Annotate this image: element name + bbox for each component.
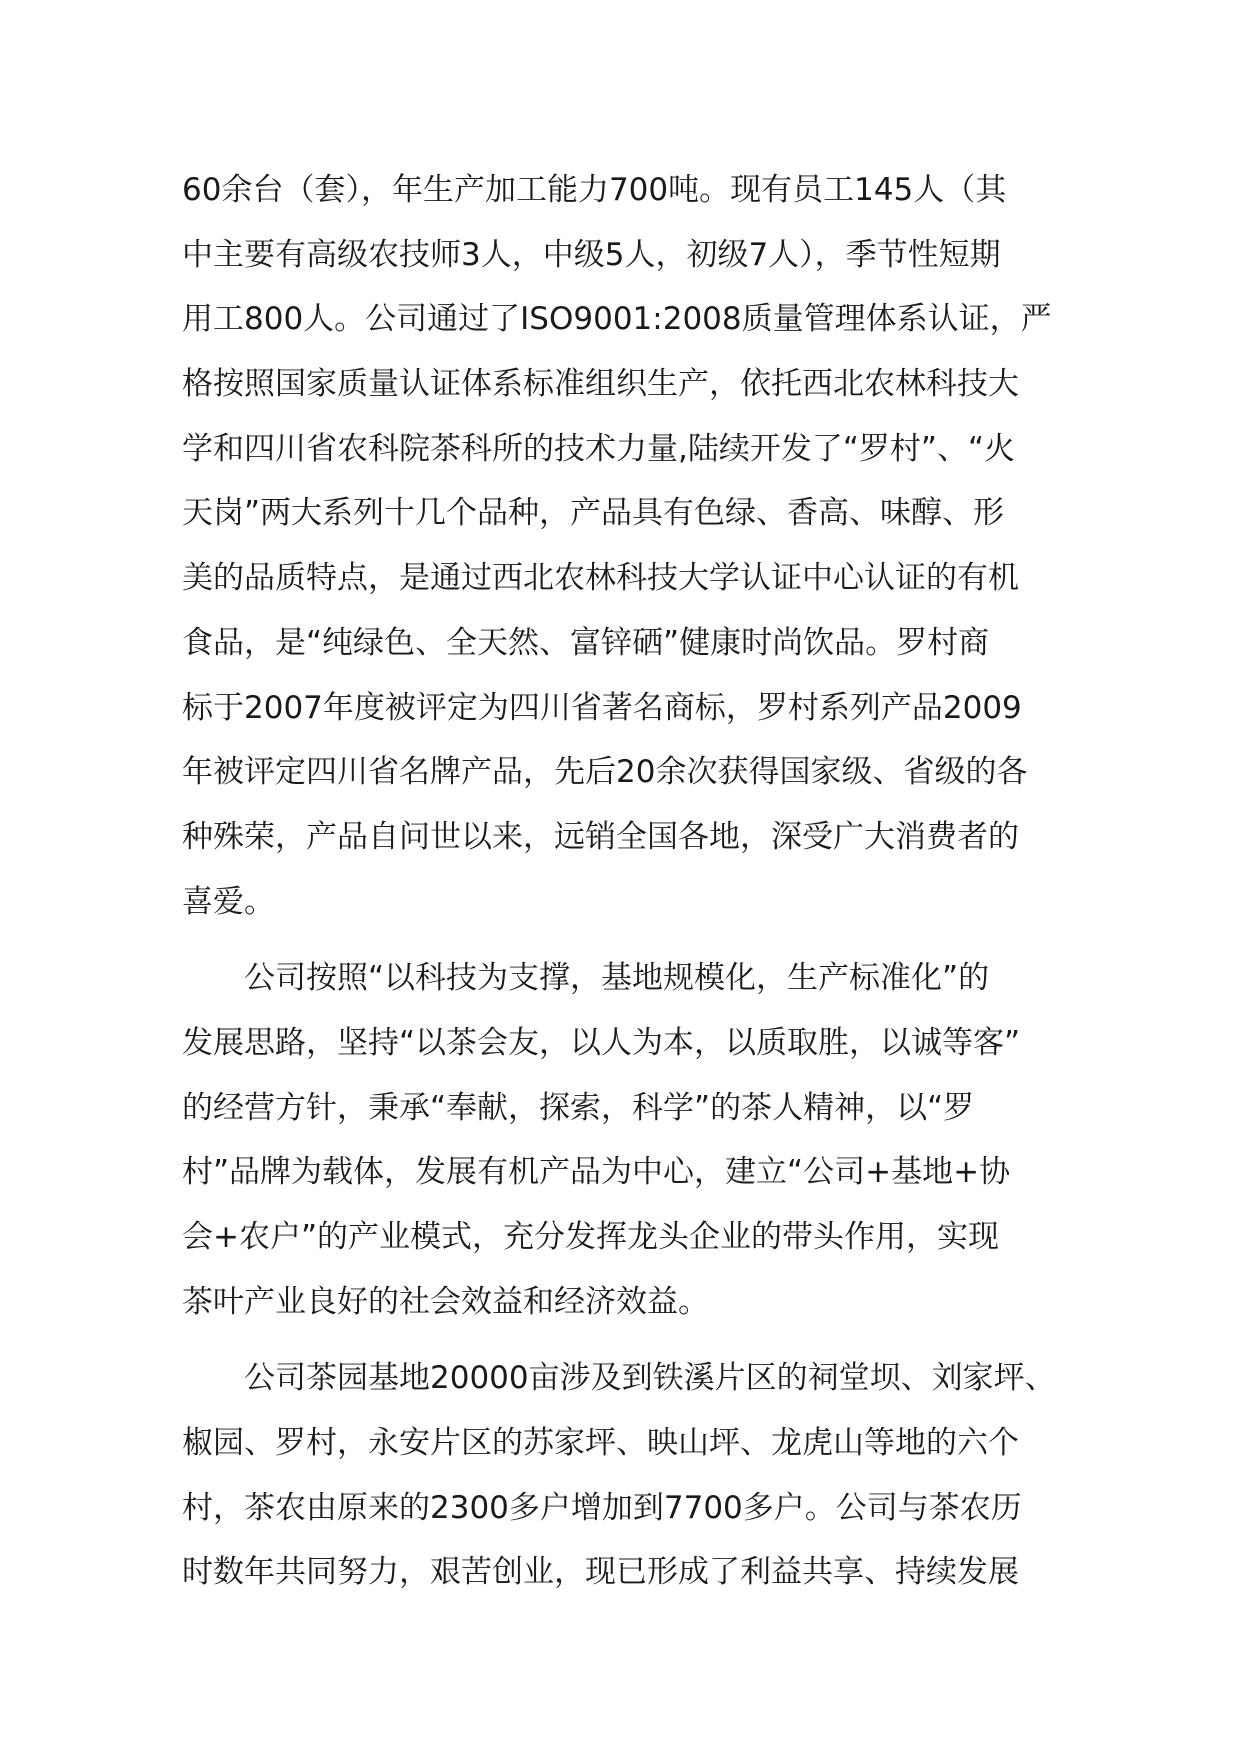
text-line: 公司茶园基地20000亩涉及到铁溪片区的祠堂坝、刘家坪、 (182, 1360, 1056, 1397)
text-line: 60余台（套），年生产加工能力700吨。现有员工145人（其 (182, 172, 1007, 208)
text-line: 美的品质特点，是通过西北农林科技大学认证中心认证的有机 (182, 560, 1019, 597)
paragraph (182, 158, 1082, 934)
text-line: 的经营方针，秉承“奉献，探索，科学”的茶人精神，以“罗 (182, 1089, 975, 1126)
paragraph-spacing (182, 1334, 1082, 1346)
text-line: 种殊荣，产品自问世以来，远销全国各地，深受广大消费者的 (182, 818, 1019, 855)
text-line: 标于2007年度被评定为四川省著名商标，罗村系列产品2009 (182, 689, 1022, 726)
text-line: 年被评定四川省名牌产品，先后20余次获得国家级、省级的各 (182, 754, 1028, 791)
text-line: 格按照国家质量认证体系标准组织生产，依托西北农林科技大 (182, 366, 1019, 403)
text-line: 学和四川省农科院茶科所的技术力量,陆续开发了“罗村”、“火 (182, 430, 1016, 467)
text-line: 时数年共同努力，艰苦创业，现已形成了利益共享、持续发展 (182, 1554, 1019, 1591)
text-line: 椒园、罗村，永安片区的苏家坪、映山坪、龙虎山等地的六个 (182, 1425, 1019, 1462)
text-line: 会+农户”的产业模式，充分发挥龙头企业的带头作用，实现 (182, 1219, 1000, 1255)
text-line: 茶叶产业良好的社会效益和经济效益。 (182, 1283, 709, 1320)
body-text (182, 158, 1082, 1605)
text-line: 天岗”两大系列十几个品种，产品具有色绿、香高、味醇、形 (182, 495, 1005, 532)
text-line: 用工800人。公司通过了ISO9001:2008质量管理体系认证，严 (182, 301, 1052, 338)
text-line: 村，茶农由原来的2300多户增加到7700多户。公司与茶农历 (182, 1489, 1022, 1526)
text-line: 发展思路，坚持“以茶会友，以人为本，以质取胜，以诚等客” (182, 1024, 1021, 1061)
paragraph-spacing (182, 934, 1082, 946)
text-line: 喜爱。 (182, 883, 275, 920)
text-line: 食品，是“纯绿色、全天然、富锌硒”健康时尚饮品。罗村商 (182, 624, 990, 661)
paragraph (182, 1346, 1082, 1605)
paragraph (182, 946, 1082, 1334)
text-line: 村”品牌为载体，发展有机产品为中心，建立“公司+基地+协 (182, 1154, 1011, 1191)
text-line: 公司按照“以科技为支撑，基地规模化，生产标准化”的 (182, 960, 990, 997)
text-line: 中主要有高级农技师3人，中级5人，初级7人），季节性短期 (182, 236, 1001, 273)
